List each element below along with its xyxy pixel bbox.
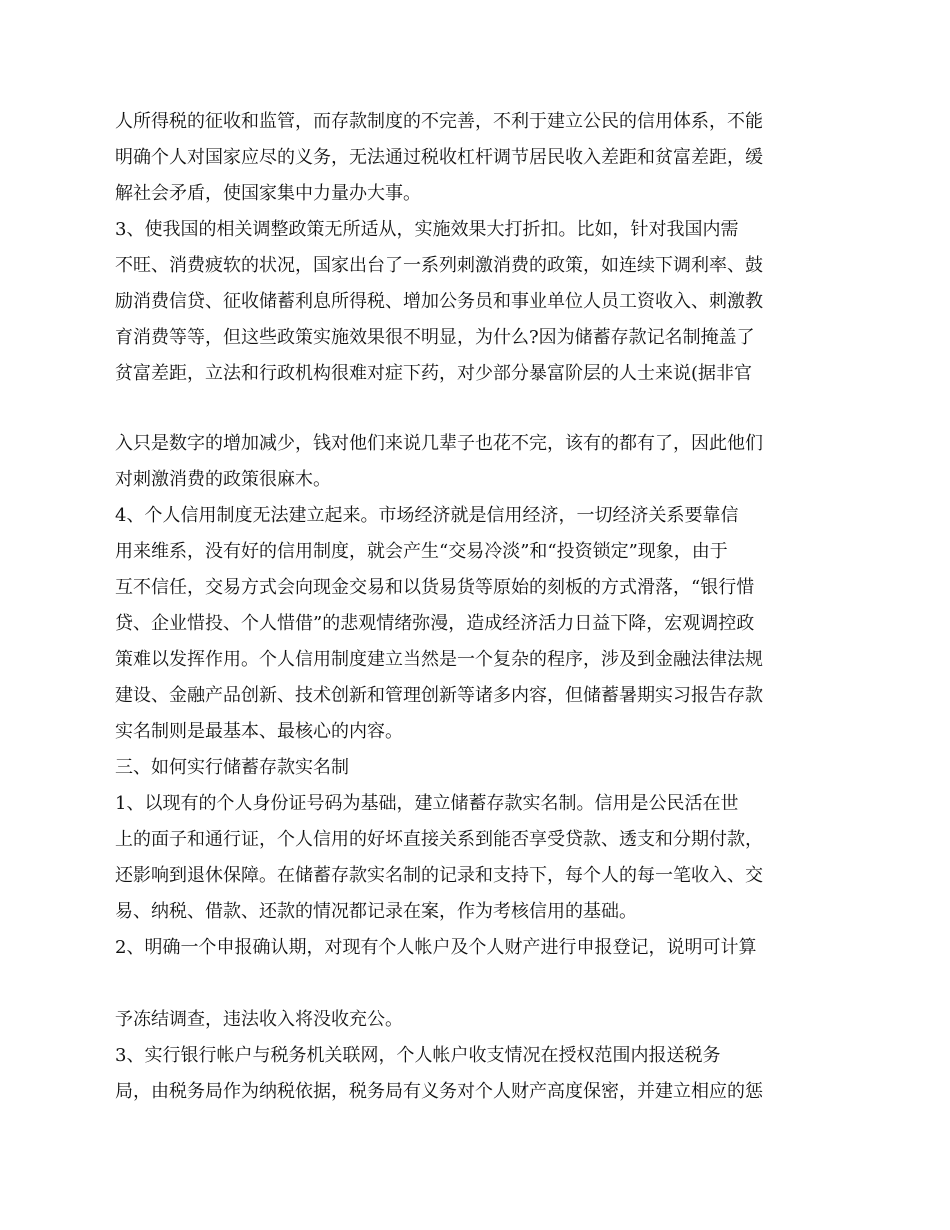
text-line: 互不信任，交易方式会向现金交易和以货易货等原始的刻板的方式滑落，“银行惜 — [115, 577, 755, 598]
text-line: 3、实行银行帐户与税务机关联网，个人帐户收支情况在授权范围内报送税务 — [115, 1045, 721, 1066]
text-line: 策难以发挥作用。个人信用制度建立当然是一个复杂的程序，涉及到金融法律法规 — [115, 649, 763, 670]
text-line: 3、使我国的相关调整政策无所适从，实施效果大打折扣。比如，针对我国内需 — [115, 219, 739, 240]
text-line: 4、个人信用制度无法建立起来。市场经济就是信用经济，一切经济关系要靠信 — [115, 505, 739, 526]
text-line: 1、以现有的个人身份证号码为基础，建立储蓄存款实名制。信用是公民活在世 — [115, 793, 739, 814]
text-line: 还影响到退休保障。在储蓄存款实名制的记录和支持下，每个人的每一笔收入、交 — [115, 865, 763, 886]
section-heading: 三、如何实行储蓄存款实名制 — [115, 757, 349, 778]
text-line: 明确个人对国家应尽的义务，无法通过税收杠杆调节居民收入差距和贫富差距，缓 — [115, 147, 763, 168]
text-line: 用来维系，没有好的信用制度，就会产生“交易冷淡”和“投资锁定”现象，由于 — [115, 541, 728, 562]
text-line: 建设、金融产品创新、技术创新和管理创新等诸多内容，但储蓄暑期实习报告存款 — [115, 685, 763, 706]
text-line: 解社会矛盾，使国家集中力量办大事。 — [115, 183, 421, 204]
text-line: 不旺、消费疲软的状况，国家出台了一系列刺激消费的政策，如连续下调利率、鼓 — [115, 255, 763, 276]
text-line: 局，由税务局作为纳税依据，税务局有义务对个人财产高度保密，并建立相应的惩 — [115, 1081, 763, 1102]
text-line: 入只是数字的增加减少，钱对他们来说几辈子也花不完，该有的都有了，因此他们 — [115, 433, 763, 454]
text-line: 贷、企业惜投、个人惜借”的悲观情绪弥漫，造成经济活力日益下降，宏观调控政 — [115, 613, 755, 634]
text-line: 励消费信贷、征收储蓄利息所得税、增加公务员和事业单位人员工资收入、刺激教 — [115, 291, 763, 312]
text-line: 易、纳税、借款、还款的情况都记录在案，作为考核信用的基础。 — [115, 901, 637, 922]
text-line: 实名制则是最基本、最核心的内容。 — [115, 721, 403, 742]
text-line: 人所得税的征收和监管，而存款制度的不完善，不利于建立公民的信用体系，不能 — [115, 111, 763, 132]
text-line: 育消费等等，但这些政策实施效果很不明显，为什么?因为储蓄存款记名制掩盖了 — [115, 327, 755, 348]
text-line: 贫富差距，立法和行政机构很难对症下药，对少部分暴富阶层的人士来说(据非官 — [115, 363, 753, 384]
text-line: 予冻结调查，违法收入将没收充公。 — [115, 1009, 403, 1030]
text-line: 2、明确一个申报确认期，对现有个人帐户及个人财产进行申报登记，说明可计算 — [115, 937, 757, 958]
text-line: 上的面子和通行证，个人信用的好坏直接关系到能否享受贷款、透支和分期付款， — [115, 829, 763, 850]
text-line: 对刺激消费的政策很麻木。 — [115, 469, 331, 490]
